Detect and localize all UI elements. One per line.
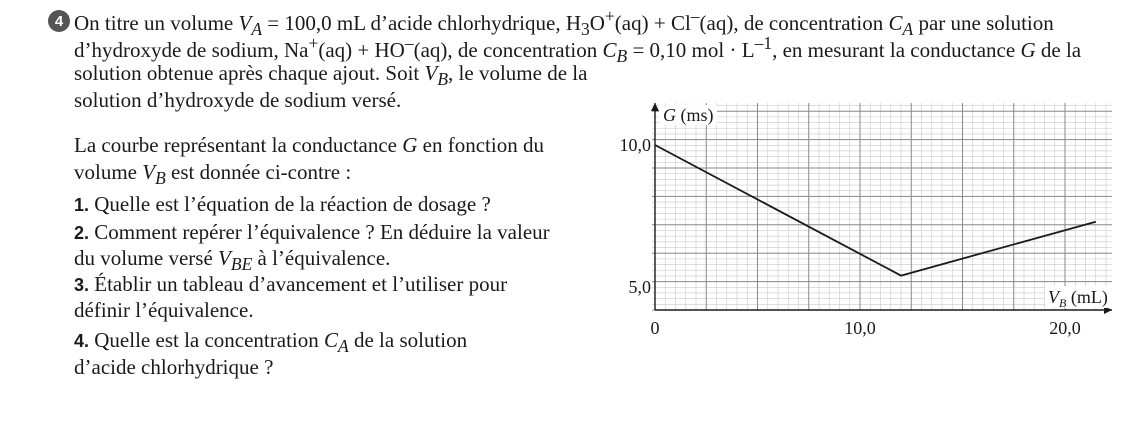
curve-text-line-2: volume $V_B$ est donnée ci-contre :	[74, 160, 352, 189]
question-3-line-1: 3. Établir un tableau d’avancement et l’utiliser pour	[74, 272, 508, 296]
intro-line-1: On titre un volume $V_A = 100,0$ mL d’acide chlorhydrique, $H_3O^+(aq) + Cl^-(aq)$, de concentration $C_A$ par une solution	[74, 6, 1054, 40]
curve-text-line-1: La courbe représentant la conductance G en fonction du	[74, 133, 544, 157]
intro-line-3: solution obtenue après chaque ajout. Soit $V_B$, le volume de la	[74, 61, 588, 90]
conductance-chart	[600, 95, 1120, 345]
intro-line-2: d’hydroxyde de sodium, Na+(aq) + HO–(aq), de concentration $C_B = 0,10$ mol · $L^{-1}$, en mesurant la conductance G de la	[74, 33, 1082, 67]
question-2-line-1: 2. Comment repérer l’équivalence ? En déduire la valeur	[74, 220, 550, 244]
y-axis-label: G (ms)	[663, 105, 714, 125]
chart-axes	[651, 103, 1112, 314]
question-2-line-2: du volume versé $V_{BE}$ à l’équivalence.	[74, 246, 391, 275]
y-tick-label: 10,0	[619, 135, 651, 155]
question-1: 1. Quelle est l’équation de la réaction de dosage ?	[74, 192, 491, 216]
question-4-line-1: 4. Quelle est la concentration $C_A$ de la solution	[74, 328, 468, 357]
x-tick-label: 0	[650, 318, 660, 338]
question-3-line-2: définir l’équivalence.	[74, 298, 254, 322]
x-tick-label: 10,0	[844, 318, 876, 338]
question-4-line-2: d’acide chlorhydrique ?	[74, 355, 274, 379]
chart-curve	[655, 145, 1096, 276]
exercise-number-badge: 4	[48, 10, 70, 32]
y-axis-arrow-icon	[651, 103, 659, 111]
conductance-curve	[655, 145, 1096, 276]
y-tick-label: 5,0	[628, 277, 651, 297]
chart-grid-minor	[652, 103, 1112, 310]
x-tick-label: 20,0	[1049, 318, 1081, 338]
intro-line-4: solution d’hydroxyde de sodium versé.	[74, 88, 402, 112]
x-axis-label: $V_B$ (mL)	[1048, 287, 1108, 310]
